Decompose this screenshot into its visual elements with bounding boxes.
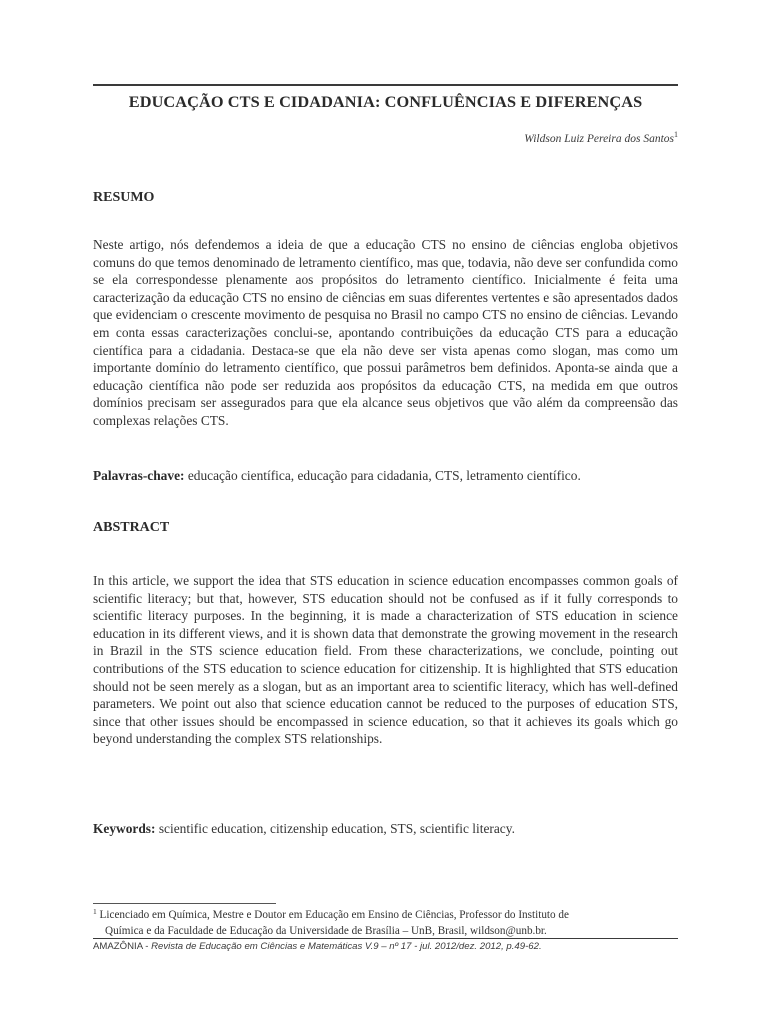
author-name: Wildson Luiz Pereira dos Santos xyxy=(524,133,674,145)
footer-separator: - xyxy=(142,941,152,952)
keywords xyxy=(93,820,678,838)
palavras-chave-list: educação científica, educação para cidadania, CTS, letramento científico. xyxy=(184,468,581,483)
running-footer xyxy=(93,941,678,952)
resumo-text: Neste artigo, nós defendemos a ideia de que a educação CTS no ensino de ciências engloba objetivos comuns do que temos denominado de letramento científico, mas que, todavia, não deve ser confundida como se ela correspondesse plenamente aos propósitos do letramento científico. Inicialmente é feita uma caracterização da educação CTS no ensino de ciências em suas diferentes vertentes e são apresentados dados que evidenciam o crescente movimento de pesquisa no Brasil no campo CTS no ensino de ciências. Levando em conta essas caracterizações conclui-se, apontando contribuições da educação CTS para a educação científica para a cidadania. Destaca-se que ela não deve ser vista apenas como slogan, mas como um importante domínio do letramento científico, que possui parâmetros bem definidos. Aponta-se ainda que a educação científica não pode ser reduzida aos propósitos da educação CTS, na medida em que outros domínios precisam ser assegurados para que ela alcance seus objetivos que vão além da compreensão das complexas relações CTS. xyxy=(93,237,678,428)
footnote-rule xyxy=(93,903,276,904)
keywords-list: scientific education, citizenship education, STS, scientific literacy. xyxy=(155,821,515,836)
palavras-chave xyxy=(93,467,678,485)
footnote-line-2: Química e da Faculdade de Educação da Universidade de Brasília – UnB, Brasil, wildson@unb.br. xyxy=(105,924,547,937)
bottom-rule xyxy=(93,938,678,939)
journal-details: Revista de Educação em Ciências e Matemáticas V.9 – nº 17 - jul. 2012/dez. 2012, p.49-62. xyxy=(151,941,542,952)
top-rule xyxy=(93,84,678,86)
palavras-chave-label: Palavras-chave: xyxy=(93,468,185,483)
author-footnote-mark: 1 xyxy=(674,130,678,139)
footnote-line-1: Licenciado em Química, Mestre e Doutor em Educação em Ensino de Ciências, Professor do Instituto de xyxy=(96,909,569,921)
abstract-text: In this article, we support the idea that STS education in science education encompasses common goals of scientific literacy; but that, however, STS education should not be confused as if it fully corresponds to scientific literacy purposes. In the beginning, it is made a characterization of STS education in science education in its different views, and it is shown data that demonstrate the growing movement in the research in Brazil in the STS science education field. From these characterizations, we conclude, pointing out contributions of the STS education to science education for citizenship. It is highlighted that STS education should not be seen merely as a slogan, but as an important area to scientific literacy, which has well-defined parameters. We point out also that science education cannot be reduced to the purposes of education STS, since that other issues should be encompassed in science education, so that it achieves its goals which go beyond understanding the complex STS relationships. xyxy=(93,573,678,747)
footnote xyxy=(93,908,678,938)
abstract-heading: ABSTRACT xyxy=(93,520,170,535)
footnote-mark: 1 xyxy=(93,907,97,916)
journal-name: AMAZÔNIA xyxy=(93,941,143,952)
resumo-heading: RESUMO xyxy=(93,190,155,205)
article-title: EDUCAÇÃO CTS E CIDADANIA: CONFLUÊNCIAS E DIFERENÇAS xyxy=(128,92,643,111)
keywords-label: Keywords: xyxy=(93,821,156,836)
author-line xyxy=(360,130,678,145)
